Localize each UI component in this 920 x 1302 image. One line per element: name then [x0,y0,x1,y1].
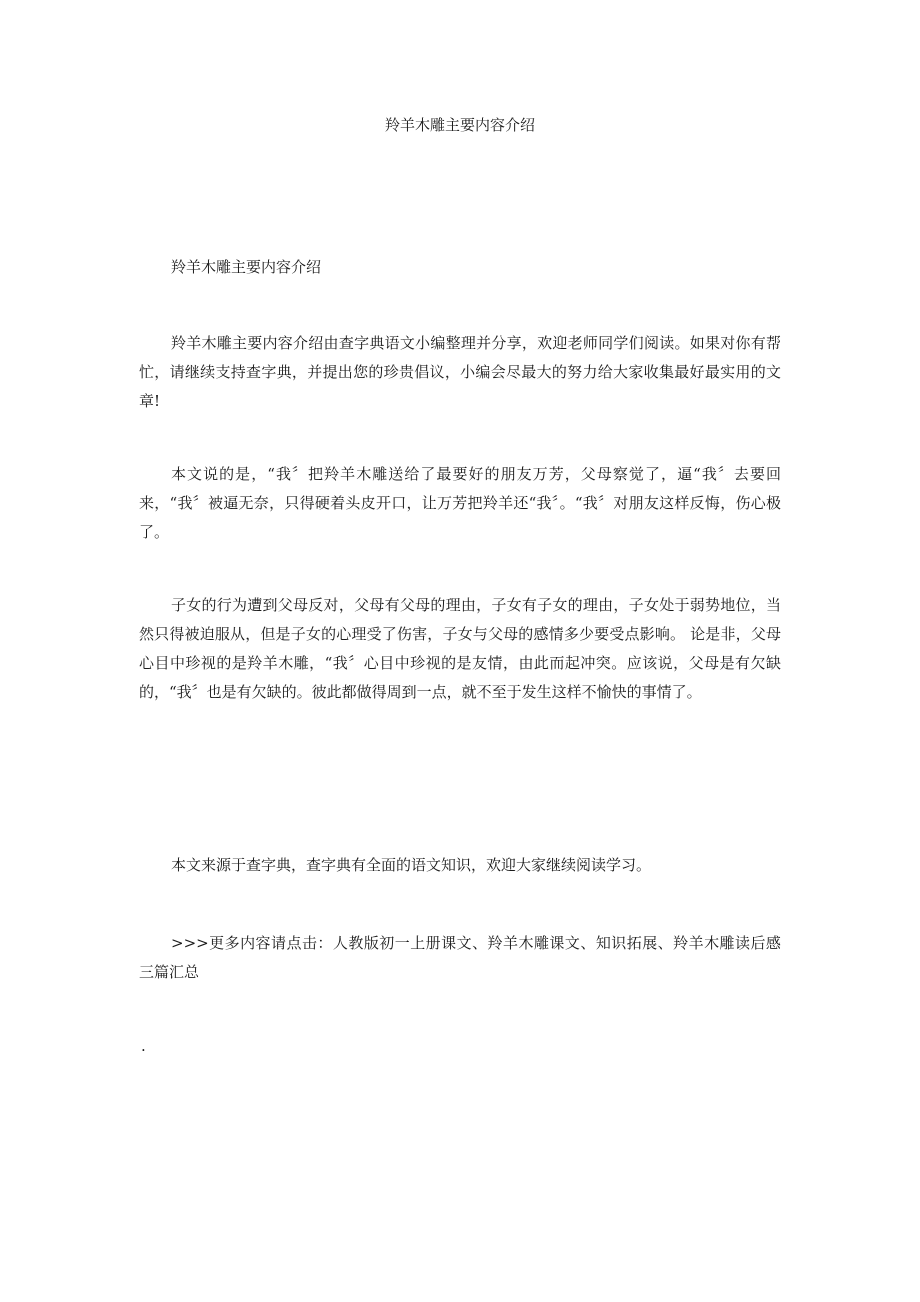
source-paragraph: 本文来源于查字典，查字典有全面的语文知识，欢迎大家继续阅读学习。 [171,856,652,874]
link-separator: 、 [472,934,488,952]
analysis-paragraph: 子女的行为遭到父母反对，父母有父母的理由，子女有子女的理由，子女处于弱势地位，当然只得被迫服从，但是子女的心理受了伤害，子女与父母的感情多少要受点影响。 论是非，父母心目中珍视的是羚羊木雕，“我〞心目中珍视的是友情，由此而起冲突。应该说，父母是有欠缺的，“我〞也是有欠缺的。彼此都做得周到一点，就不至于发生这样不愉快的事情了。 [139,596,781,701]
trailing-mark: . [141,1037,146,1055]
intro-paragraph: 羚羊木雕主要内容介绍由查字典语文小编整理并分享，欢迎老师同学们阅读。如果对你有帮忙，请继续支持查字典，并提出您的珍贵倡议，小编会尽最大的努力给大家收集最好最实用的文章! [139,334,781,410]
document-title: 羚羊木雕主要内容介绍 [384,116,535,134]
link-separator: 、 [580,934,596,952]
more-link-knowledge[interactable]: 知识拓展 [595,934,658,952]
more-links-prefix: >>>更多内容请点击： [171,934,333,952]
more-link-lesson[interactable]: 羚羊木雕课文 [487,934,581,952]
link-separator: 、 [657,934,674,952]
summary-paragraph: 本文说的是，“我〞把羚羊木雕送给了最要好的朋友万芳，父母察觉了，逼“我〞去要回来，“我〞被逼无奈，只得硬着头皮开口，让万芳把羚羊还“我〞。“我〞对朋友这样反悔，伤心极了。 [139,465,781,541]
more-link-reflections[interactable]: 羚羊木雕读后感 三篇汇总 [139,934,781,981]
section-heading: 羚羊木雕主要内容介绍 [171,258,322,276]
more-links-paragraph [139,929,781,987]
more-link-textbook[interactable]: 人教版初一上册课文 [332,934,473,952]
